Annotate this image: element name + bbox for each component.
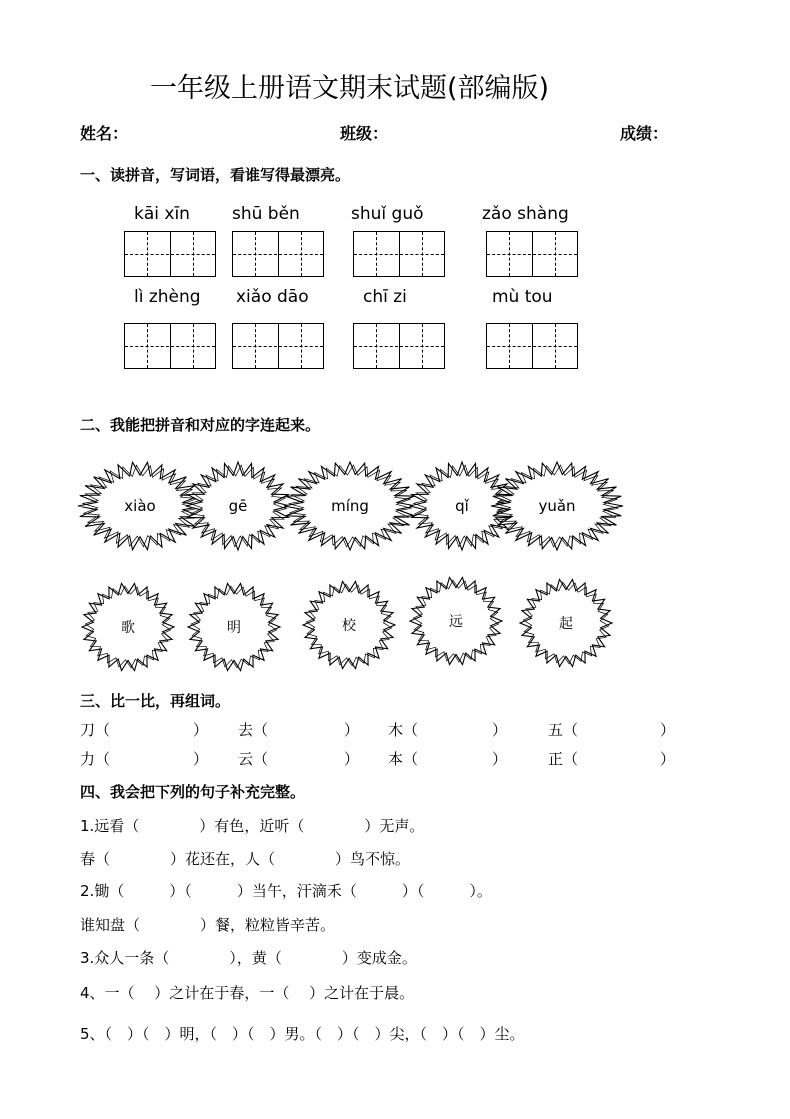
sentence-line: 1.远看（ ）有色，近听（ ）无声。 bbox=[80, 817, 425, 835]
name-label: 姓名： bbox=[80, 124, 129, 143]
pinyin-bubble-label[interactable]: xiào bbox=[124, 497, 156, 515]
compare-char: 云（ bbox=[238, 750, 269, 768]
pinyin-label: zǎo shàng bbox=[482, 204, 569, 224]
writing-grid[interactable] bbox=[124, 231, 216, 277]
compare-char: 刀（ bbox=[80, 721, 111, 739]
compare-paren: ） bbox=[344, 750, 360, 768]
sentence-line: 春（ ）花还在，人（ ）鸟不惊。 bbox=[80, 850, 411, 868]
pinyin-bubble-label[interactable]: gē bbox=[228, 497, 248, 515]
writing-grid[interactable] bbox=[232, 231, 324, 277]
starburst-area bbox=[0, 440, 790, 680]
pinyin-label: kāi xīn bbox=[134, 204, 190, 224]
writing-grid[interactable] bbox=[486, 323, 578, 369]
compare-char: 力（ bbox=[80, 750, 111, 768]
compare-paren: ） bbox=[344, 721, 360, 739]
char-bubble-label[interactable]: 歌 bbox=[121, 620, 135, 636]
sentence-line: 5、（ ）（ ）明，（ ）（ ）男。（ ）（ ）尖，（ ）（ ）尘。 bbox=[80, 1025, 525, 1043]
char-bubble-label[interactable]: 明 bbox=[227, 620, 241, 636]
page-title: 一年级上册语文期末试题(部编版) bbox=[150, 73, 550, 104]
compare-char: 去（ bbox=[238, 721, 269, 739]
compare-paren: ） bbox=[492, 750, 508, 768]
writing-grid[interactable] bbox=[124, 323, 216, 369]
pinyin-bubble-label[interactable]: yuǎn bbox=[538, 497, 576, 515]
compare-char: 正（ bbox=[548, 750, 579, 768]
writing-grid[interactable] bbox=[486, 231, 578, 277]
writing-grid[interactable] bbox=[353, 231, 445, 277]
pinyin-label: lì zhèng bbox=[134, 287, 201, 307]
compare-char: 木（ bbox=[388, 721, 419, 739]
compare-paren: ） bbox=[193, 750, 209, 768]
class-label: 班级： bbox=[340, 124, 389, 143]
sentence-line: 4、一（ ）之计在于春，一（ ）之计在于晨。 bbox=[80, 984, 415, 1002]
char-bubble-label[interactable]: 校 bbox=[342, 618, 356, 634]
score-label: 成绩： bbox=[620, 124, 669, 143]
pinyin-bubble-label[interactable]: qǐ bbox=[455, 497, 469, 515]
pinyin-bubble-label[interactable]: míng bbox=[331, 497, 369, 515]
section2-heading: 二、我能把拼音和对应的字连起来。 bbox=[80, 416, 321, 434]
char-bubble-label[interactable]: 起 bbox=[559, 616, 573, 632]
compare-paren: ） bbox=[660, 721, 676, 739]
pinyin-label: shuǐ guǒ bbox=[351, 204, 424, 224]
compare-paren: ） bbox=[660, 750, 676, 768]
char-bubble-label[interactable]: 远 bbox=[449, 614, 463, 630]
section3-heading: 三、比一比，再组词。 bbox=[80, 692, 231, 710]
pinyin-label: xiǎo dāo bbox=[236, 287, 309, 307]
section1-heading: 一、读拼音，写词语，看谁写得最漂亮。 bbox=[80, 166, 351, 184]
section4-heading: 四、我会把下列的句子补充完整。 bbox=[80, 783, 306, 801]
sentence-line: 2.锄（ ）（ ）当午，汗滴禾（ ）（ ）。 bbox=[80, 882, 492, 900]
pinyin-label: chī zi bbox=[363, 287, 407, 307]
sentence-line: 3.众人一条（ ），黄（ ）变成金。 bbox=[80, 949, 417, 967]
pinyin-label: mù tou bbox=[492, 287, 553, 307]
sentence-line: 谁知盘（ ）餐，粒粒皆辛苦。 bbox=[80, 916, 336, 934]
compare-char: 五（ bbox=[548, 721, 579, 739]
compare-paren: ） bbox=[492, 721, 508, 739]
compare-char: 本（ bbox=[388, 750, 419, 768]
writing-grid[interactable] bbox=[232, 323, 324, 369]
compare-paren: ） bbox=[193, 721, 209, 739]
pinyin-label: shū běn bbox=[232, 204, 300, 224]
writing-grid[interactable] bbox=[353, 323, 445, 369]
